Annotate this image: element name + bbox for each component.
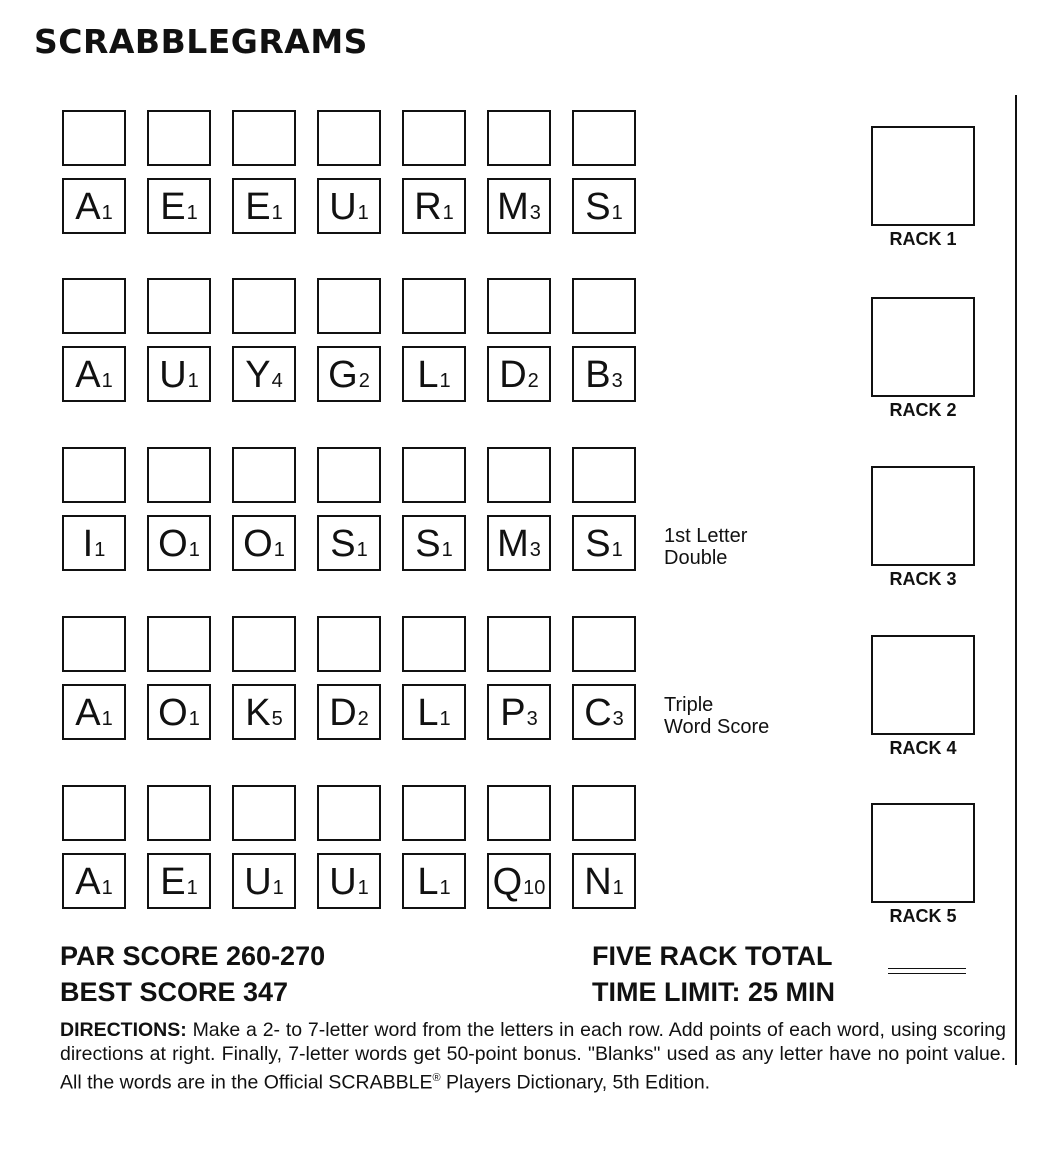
tile-letter: Y (245, 354, 271, 396)
tile-letter: A (75, 861, 101, 903)
letter-tile[interactable] (62, 346, 126, 402)
letter-tile[interactable] (317, 684, 381, 740)
tile-letter: S (330, 523, 356, 565)
tile-points: 1 (273, 539, 285, 561)
answer-box[interactable] (147, 785, 211, 841)
answer-box[interactable] (572, 616, 636, 672)
answer-box[interactable] (62, 110, 126, 166)
letter-tile[interactable] (147, 178, 211, 234)
answer-box[interactable] (572, 447, 636, 503)
registered-mark: ® (432, 1072, 441, 1084)
tile-points: 10 (523, 877, 546, 899)
tile-letter: B (585, 354, 611, 396)
tile-letter: O (158, 692, 188, 734)
tile-letter: D (329, 692, 357, 734)
letter-tile[interactable] (572, 178, 636, 234)
tile-letter: S (585, 186, 611, 228)
tile-letter: S (585, 523, 611, 565)
tile-letter: S (415, 523, 441, 565)
letter-tile[interactable] (572, 346, 636, 402)
tile-points: 1 (357, 877, 369, 899)
tile-points: 1 (439, 877, 451, 899)
tile-letter: M (497, 186, 529, 228)
tile-points: 1 (612, 877, 624, 899)
answer-box[interactable] (147, 616, 211, 672)
tile-letter: A (75, 354, 101, 396)
tile-letter: U (329, 861, 357, 903)
letter-tile[interactable] (317, 853, 381, 909)
answer-box[interactable] (572, 278, 636, 334)
letter-tile[interactable] (572, 853, 636, 909)
tile-points: 3 (526, 708, 538, 730)
letter-tile[interactable] (232, 515, 296, 571)
tile-letter: P (500, 692, 526, 734)
answer-box[interactable] (232, 447, 296, 503)
letter-tile[interactable] (62, 515, 126, 571)
tile-points: 1 (101, 877, 113, 899)
tile-points: 1 (441, 539, 453, 561)
par-score: PAR SCORE 260-270 (60, 941, 326, 971)
tile-points: 4 (271, 370, 283, 392)
rack-score-box[interactable] (871, 297, 975, 397)
directions-label: DIRECTIONS: (60, 1019, 187, 1041)
answer-box[interactable] (487, 278, 551, 334)
tile-letter: A (75, 186, 101, 228)
tile-letter: U (329, 186, 357, 228)
answer-box[interactable] (147, 447, 211, 503)
tile-letter: U (159, 354, 187, 396)
tile-letter: R (414, 186, 442, 228)
answer-box[interactable] (402, 785, 466, 841)
tile-points: 1 (188, 539, 200, 561)
best-score: BEST SCORE 347 (60, 977, 289, 1007)
rack-label: RACK 2 (889, 400, 957, 420)
directions (60, 1018, 1006, 1095)
answer-box[interactable] (232, 785, 296, 841)
tile-points: 1 (356, 539, 368, 561)
answer-box[interactable] (62, 278, 126, 334)
tile-letter: L (417, 861, 439, 903)
tile-letter: C (584, 692, 612, 734)
answer-box[interactable] (232, 616, 296, 672)
time-limit: TIME LIMIT: 25 MIN (592, 977, 835, 1007)
directions-text-end: Players Dictionary, 5th Edition. (440, 1071, 711, 1094)
answer-box[interactable] (147, 110, 211, 166)
answer-box[interactable] (572, 110, 636, 166)
tile-points: 1 (357, 202, 369, 224)
letter-tile[interactable] (232, 346, 296, 402)
answer-box[interactable] (402, 616, 466, 672)
tile-letter: M (497, 523, 529, 565)
tile-points: 1 (186, 202, 198, 224)
tile-points: 1 (611, 539, 623, 561)
letter-tile[interactable] (487, 346, 551, 402)
letter-tile[interactable] (147, 515, 211, 571)
tile-letter: K (245, 692, 271, 734)
letter-tile[interactable] (402, 178, 466, 234)
tile-points: 1 (94, 539, 106, 561)
letter-tile[interactable] (147, 853, 211, 909)
letter-tile[interactable] (62, 853, 126, 909)
answer-box[interactable] (572, 785, 636, 841)
tile-points: 1 (101, 708, 113, 730)
rack-label: RACK 1 (889, 229, 957, 249)
answer-box[interactable] (317, 447, 381, 503)
tile-points: 5 (271, 708, 283, 730)
answer-box[interactable] (232, 110, 296, 166)
tile-points: 1 (101, 370, 113, 392)
tile-points: 1 (271, 202, 283, 224)
answer-box[interactable] (62, 785, 126, 841)
right-divider (1015, 95, 1017, 1065)
letter-tile[interactable] (232, 684, 296, 740)
tile-letter: N (584, 861, 612, 903)
rack-score-box[interactable] (871, 803, 975, 903)
letter-tile[interactable] (317, 515, 381, 571)
rack-score-box[interactable] (871, 635, 975, 735)
letter-tile[interactable] (402, 684, 466, 740)
scoring-note-line: Double (664, 547, 728, 569)
tile-letter: E (245, 186, 271, 228)
answer-box[interactable] (402, 447, 466, 503)
tile-points: 1 (186, 877, 198, 899)
directions-text: Make a 2- to 7-letter word from the letters in each row. Add points of each word, using scoring directions at right. Finally, 7-letter words get 50-point bonus. "Blanks" used as any letter have no point value. All the words are in the Official SCRABBLE (60, 1019, 1006, 1094)
answer-box[interactable] (317, 110, 381, 166)
letter-tile[interactable] (402, 515, 466, 571)
tile-points: 1 (188, 708, 200, 730)
letter-tile[interactable] (147, 346, 211, 402)
rack-label: RACK 4 (889, 738, 957, 758)
letter-tile[interactable] (572, 515, 636, 571)
letter-tile[interactable] (317, 178, 381, 234)
answer-box[interactable] (317, 278, 381, 334)
tile-points: 1 (439, 708, 451, 730)
scoring-note-line: Word Score (664, 716, 770, 738)
answer-box[interactable] (147, 278, 211, 334)
tile-points: 2 (527, 370, 539, 392)
scoring-note-line: 1st Letter (664, 525, 748, 547)
letter-tile[interactable] (62, 178, 126, 234)
letter-tile[interactable] (147, 684, 211, 740)
tile-letter: E (160, 861, 186, 903)
answer-box[interactable] (487, 110, 551, 166)
tile-points: 2 (357, 708, 369, 730)
answer-box[interactable] (232, 278, 296, 334)
tile-points: 3 (611, 370, 623, 392)
letter-tile[interactable] (62, 684, 126, 740)
letter-tile[interactable] (487, 178, 551, 234)
letter-tile[interactable] (487, 684, 551, 740)
letter-tile[interactable] (317, 346, 381, 402)
tile-points: 3 (612, 708, 624, 730)
rack-label: RACK 5 (889, 906, 957, 926)
tile-letter: L (417, 692, 439, 734)
tile-letter: O (243, 523, 273, 565)
scoring-note (664, 525, 747, 569)
answer-box[interactable] (402, 110, 466, 166)
tile-letter: G (328, 354, 358, 396)
tile-letter: Q (492, 861, 523, 903)
tile-letter: L (417, 354, 439, 396)
tile-points: 1 (439, 370, 451, 392)
tile-points: 1 (101, 202, 113, 224)
answer-box[interactable] (487, 785, 551, 841)
puzzle-title: SCRABBLEGRAMS (34, 22, 368, 61)
tile-points: 3 (529, 202, 541, 224)
tile-letter: E (160, 186, 186, 228)
letter-tile[interactable] (402, 853, 466, 909)
tile-points: 3 (529, 539, 541, 561)
answer-box[interactable] (317, 616, 381, 672)
answer-box[interactable] (62, 447, 126, 503)
tile-points: 1 (187, 370, 199, 392)
answer-box[interactable] (487, 447, 551, 503)
answer-box[interactable] (317, 785, 381, 841)
letter-tile[interactable] (487, 853, 551, 909)
answer-box[interactable] (487, 616, 551, 672)
rack-score-box[interactable] (871, 126, 975, 226)
letter-tile[interactable] (232, 178, 296, 234)
rack-label: RACK 3 (889, 569, 957, 589)
tile-letter: A (75, 692, 101, 734)
answer-box[interactable] (62, 616, 126, 672)
rack-score-box[interactable] (871, 466, 975, 566)
tile-points: 1 (611, 202, 623, 224)
tile-points: 1 (442, 202, 454, 224)
five-rack-total-label: FIVE RACK TOTAL (592, 941, 833, 971)
tile-points: 2 (358, 370, 370, 392)
tile-letter: I (82, 523, 94, 565)
letter-tile[interactable] (232, 853, 296, 909)
scoring-note (664, 694, 769, 738)
tile-points: 1 (272, 877, 284, 899)
answer-box[interactable] (402, 278, 466, 334)
letter-tile[interactable] (487, 515, 551, 571)
tile-letter: D (499, 354, 527, 396)
tile-letter: U (244, 861, 272, 903)
letter-tile[interactable] (402, 346, 466, 402)
tile-letter: O (158, 523, 188, 565)
letter-tile[interactable] (572, 684, 636, 740)
scoring-note-line: Triple (664, 694, 714, 716)
five-rack-total-field[interactable] (888, 968, 966, 974)
